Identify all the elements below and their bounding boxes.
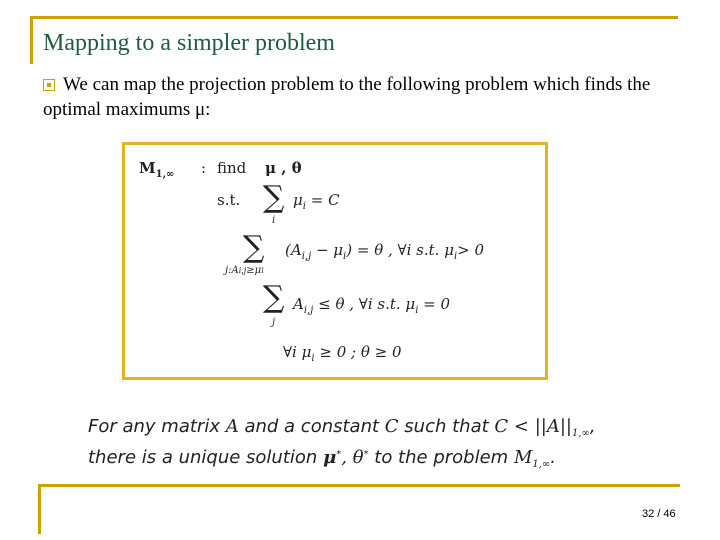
footer-left-rule xyxy=(38,484,41,534)
problem-label: $M_{1,\infty}$ xyxy=(139,159,175,180)
sum-index-3: j xyxy=(272,317,276,328)
bullet-text-block xyxy=(43,72,683,122)
sum-index-2: j:Ai,j≥μi xyxy=(225,265,264,276)
title-left-rule xyxy=(30,16,33,64)
slide-title: Mapping to a simpler problem xyxy=(43,30,335,56)
find-vars: μ , θ xyxy=(265,159,302,177)
theorem-line-1: For any matrix A and a constant C such that $C < ||A||_{1,\infty}$, xyxy=(88,416,596,439)
theorem-statement xyxy=(88,413,596,475)
constraint-3: $A_{i,j} \le \theta$ , ∀i s.t. $\mu_i = 0$ xyxy=(293,295,451,316)
constraint-1: $\mu_i = C$ xyxy=(293,191,340,212)
footer-rule xyxy=(38,484,680,487)
sum-index-1: i xyxy=(272,215,276,226)
formula-box xyxy=(122,142,548,380)
title-top-rule xyxy=(30,16,678,19)
checkbox-bullet-icon xyxy=(43,79,55,91)
sum-symbol-2: ∑ xyxy=(243,230,265,265)
sum-symbol-3: ∑ xyxy=(263,280,285,315)
bullet-text: We can map the projection problem to the following problem which finds the optimal maximums μ: xyxy=(43,74,651,120)
constraint-2: $(A_{i,j} - \mu_i) = \theta$ , ∀i s.t. $\mu_i> 0$ xyxy=(285,241,485,262)
colon: : xyxy=(201,159,207,177)
sum-symbol-1: ∑ xyxy=(263,180,285,215)
theorem-line-2: there is a unique solution μ*, θ* to the problem $M_{1,\infty}$. xyxy=(88,447,556,470)
page-number: 32 / 46 xyxy=(642,508,676,520)
st-text: s.t. xyxy=(217,191,241,209)
find-text: find xyxy=(217,159,247,177)
constraint-4: ∀i $\mu_i \ge 0$ ; θ ≥ 0 xyxy=(283,343,402,364)
